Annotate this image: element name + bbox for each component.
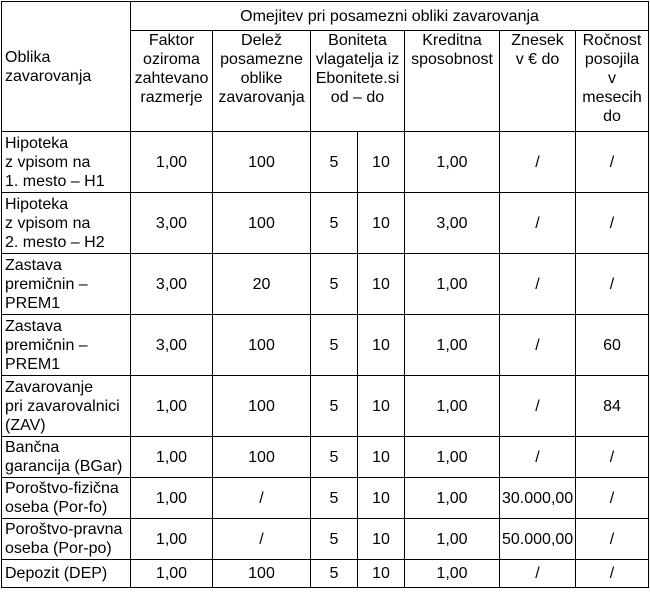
cell-maturity: / [576, 437, 649, 478]
cell-share: 100 [213, 132, 311, 193]
cell-factor: 1,00 [131, 519, 213, 560]
cell-share: 100 [213, 437, 311, 478]
cell-share: 100 [213, 376, 311, 437]
col-header-share: Delež posamezne oblike zavarovanja [213, 31, 311, 132]
cell-factor: 1,00 [131, 132, 213, 193]
header-row-group [2, 2, 649, 31]
cell-rating-from: 5 [311, 519, 358, 560]
cell-credit: 1,00 [405, 315, 500, 376]
cell-credit: 1,00 [405, 560, 500, 588]
cell-type: Hipoteka z vpisom na 2. mesto – H2 [2, 193, 131, 254]
cell-rating-to: 10 [358, 254, 405, 315]
table-row [2, 132, 649, 193]
cell-rating-from: 5 [311, 478, 358, 519]
cell-rating-to: 10 [358, 132, 405, 193]
cell-maturity: 84 [576, 376, 649, 437]
cell-type: Hipoteka z vpisom na 1. mesto – H1 [2, 132, 131, 193]
cell-amount: 30.000,00 [500, 478, 576, 519]
cell-amount: / [500, 193, 576, 254]
cell-type: Zastava premičnin – PREM1 [2, 254, 131, 315]
cell-maturity: 60 [576, 315, 649, 376]
table-row [2, 519, 649, 560]
table-row [2, 478, 649, 519]
cell-maturity: / [576, 254, 649, 315]
cell-credit: 1,00 [405, 478, 500, 519]
cell-amount: / [500, 132, 576, 193]
cell-rating-to: 10 [358, 376, 405, 437]
cell-factor: 1,00 [131, 437, 213, 478]
cell-credit: 1,00 [405, 376, 500, 437]
cell-amount: / [500, 437, 576, 478]
cell-credit: 1,00 [405, 254, 500, 315]
cell-factor: 3,00 [131, 254, 213, 315]
cell-type: Poroštvo-pravna oseba (Por-po) [2, 519, 131, 560]
cell-amount: 50.000,00 [500, 519, 576, 560]
cell-amount: / [500, 560, 576, 588]
cell-credit: 1,00 [405, 132, 500, 193]
cell-type: Zastava premičnin – PREM1 [2, 315, 131, 376]
cell-rating-from: 5 [311, 193, 358, 254]
table-row [2, 254, 649, 315]
cell-rating-to: 10 [358, 437, 405, 478]
cell-share: 100 [213, 315, 311, 376]
cell-amount: / [500, 254, 576, 315]
cell-rating-from: 5 [311, 560, 358, 588]
cell-type: Bančna garancija (BGar) [2, 437, 131, 478]
cell-rating-to: 10 [358, 315, 405, 376]
cell-credit: 3,00 [405, 193, 500, 254]
cell-factor: 3,00 [131, 315, 213, 376]
cell-rating-to: 10 [358, 519, 405, 560]
cell-rating-from: 5 [311, 437, 358, 478]
table-row [2, 376, 649, 437]
col-header-credit: Kreditna sposobnost [405, 31, 500, 132]
col-header-maturity: Ročnost posojila v mesecih do [576, 31, 649, 132]
table-row [2, 437, 649, 478]
cell-rating-to: 10 [358, 560, 405, 588]
cell-amount: / [500, 315, 576, 376]
cell-maturity: / [576, 519, 649, 560]
group-header: Omejitev pri posamezni obliki zavarovanja [131, 2, 649, 31]
col-header-rating: Boniteta vlagatelja iz Ebonitete.si od – do [311, 31, 405, 132]
insurance-limits-table [1, 1, 649, 588]
table-row [2, 193, 649, 254]
cell-rating-from: 5 [311, 132, 358, 193]
cell-type: Zavarovanje pri zavarovalnici (ZAV) [2, 376, 131, 437]
cell-maturity: / [576, 193, 649, 254]
cell-factor: 1,00 [131, 560, 213, 588]
cell-share: 100 [213, 560, 311, 588]
cell-factor: 3,00 [131, 193, 213, 254]
cell-maturity: / [576, 560, 649, 588]
cell-type: Depozit (DEP) [2, 560, 131, 588]
cell-share: / [213, 478, 311, 519]
cell-share: / [213, 519, 311, 560]
cell-amount: / [500, 376, 576, 437]
cell-maturity: / [576, 478, 649, 519]
cell-maturity: / [576, 132, 649, 193]
cell-rating-from: 5 [311, 254, 358, 315]
col-header-factor: Faktor oziroma zahtevano razmerje [131, 31, 213, 132]
cell-factor: 1,00 [131, 376, 213, 437]
cell-share: 100 [213, 193, 311, 254]
cell-credit: 1,00 [405, 437, 500, 478]
table-row [2, 560, 649, 588]
table-row [2, 315, 649, 376]
cell-rating-from: 5 [311, 376, 358, 437]
col-header-type: Oblika zavarovanja [2, 2, 131, 132]
cell-rating-from: 5 [311, 315, 358, 376]
cell-factor: 1,00 [131, 478, 213, 519]
cell-rating-to: 10 [358, 478, 405, 519]
cell-type: Poroštvo-fizična oseba (Por-fo) [2, 478, 131, 519]
col-header-amount: Znesek v € do [500, 31, 576, 132]
cell-rating-to: 10 [358, 193, 405, 254]
cell-share: 20 [213, 254, 311, 315]
cell-credit: 1,00 [405, 519, 500, 560]
